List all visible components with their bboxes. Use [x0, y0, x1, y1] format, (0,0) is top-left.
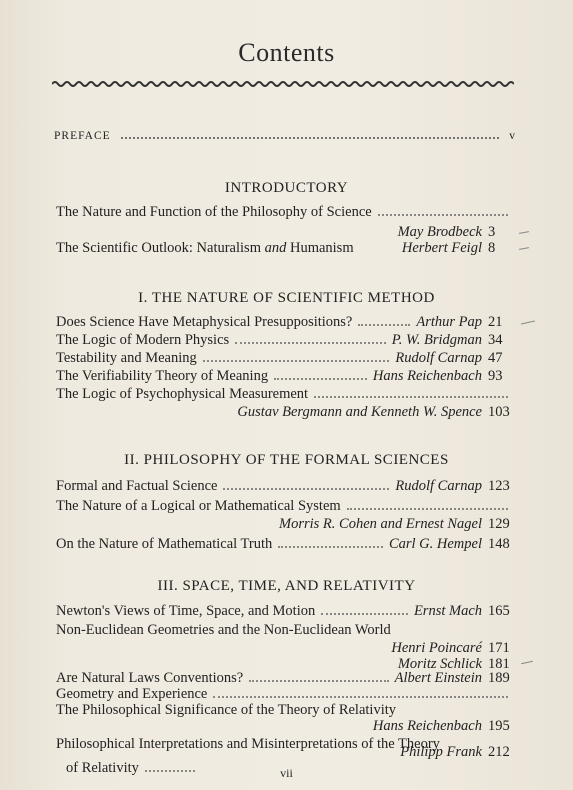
section-heading-3: III. SPACE, TIME, AND RELATIVITY	[157, 578, 416, 594]
entry-title: The Nature and Function of the Philosophy of Science	[56, 204, 372, 220]
entry-author: P. W. Bridgman	[391, 332, 482, 348]
entry-page: 165	[488, 603, 510, 619]
leader-dots	[378, 214, 508, 216]
entry-title: The Logic of Modern Physics	[56, 332, 230, 348]
entry-author: Philipp Frank	[400, 744, 482, 760]
preface-label: PREFACE	[54, 130, 111, 142]
entry-author: Rudolf Carnap	[395, 350, 482, 366]
leader-dots	[121, 137, 500, 139]
leader-dots	[274, 378, 367, 380]
toc-entry-author[interactable]	[56, 404, 514, 421]
pencil-mark-icon	[519, 231, 529, 234]
toc-entry[interactable]	[56, 670, 514, 687]
section-heading-1: I. THE NATURE OF SCIENTIFIC METHOD	[138, 290, 435, 306]
entry-author: Herbert Feigl	[401, 240, 482, 256]
toc-entry-author[interactable]	[56, 640, 514, 657]
toc-entry-title[interactable]	[56, 686, 514, 703]
section-heading-2: II. PHILOSOPHY OF THE FORMAL SCIENCES	[124, 452, 449, 468]
entry-page: 171	[488, 640, 510, 656]
entry-author: Carl G. Hempel	[388, 536, 482, 552]
entry-title: The Scientific Outlook: Naturalism and Humanism	[56, 240, 354, 256]
page-number: vii	[280, 766, 293, 780]
toc-entry-title[interactable]	[56, 702, 514, 719]
leader-dots	[235, 342, 386, 344]
entry-author: Hans Reichenbach	[372, 368, 482, 384]
leader-dots	[358, 324, 410, 326]
toc-entry-author[interactable]	[56, 224, 514, 241]
leader-dots	[203, 360, 390, 362]
entry-title: Non-Euclidean Geometries and the Non-Euclidean World	[56, 622, 391, 638]
entry-author: May Brodbeck	[397, 224, 482, 240]
entry-page: 181	[488, 656, 510, 672]
toc-entry-title[interactable]	[56, 386, 514, 403]
preface-page: v	[509, 130, 516, 142]
entry-title: On the Nature of Mathematical Truth	[56, 536, 273, 552]
leader-dots	[223, 488, 389, 490]
entry-page: 8	[488, 240, 496, 256]
toc-entry[interactable]	[56, 368, 514, 385]
toc-preface[interactable]	[54, 130, 516, 143]
toc-entry[interactable]	[56, 240, 514, 257]
entry-page: 189	[488, 670, 510, 686]
entry-author: Albert Einstein	[394, 670, 482, 686]
leader-dots	[278, 546, 383, 548]
entry-title: Newton's Views of Time, Space, and Motion	[56, 603, 316, 619]
toc-entry-title[interactable]	[56, 622, 514, 639]
entry-page: 195	[488, 718, 510, 734]
toc-entry-title[interactable]	[56, 498, 514, 515]
entry-author: Hans Reichenbach	[372, 718, 482, 734]
entry-title: Testability and Meaning	[56, 350, 197, 366]
entry-page: 21	[488, 314, 503, 330]
toc-entry[interactable]	[56, 350, 514, 367]
decorative-wavy-rule	[52, 78, 514, 90]
entry-author: Arthur Pap	[416, 314, 482, 330]
toc-entry[interactable]	[56, 536, 514, 553]
leader-dots	[213, 696, 508, 698]
pencil-mark-icon	[521, 321, 535, 325]
toc-entry[interactable]	[56, 478, 514, 495]
toc-entry-author[interactable]	[56, 744, 514, 761]
entry-page: 103	[488, 404, 510, 420]
entry-title: Does Science Have Metaphysical Presuppositions?	[56, 314, 353, 330]
pencil-mark-icon	[521, 661, 533, 664]
toc-entry[interactable]	[56, 603, 514, 620]
entry-page: 123	[488, 478, 510, 494]
toc-entry-title[interactable]	[56, 204, 514, 221]
toc-entry[interactable]	[56, 332, 514, 349]
entry-page: 3	[488, 224, 496, 240]
leader-dots	[347, 508, 508, 510]
entry-title: The Logic of Psychophysical Measurement	[56, 386, 309, 402]
entry-page: 129	[488, 516, 510, 532]
leader-dots	[321, 613, 408, 615]
pencil-mark-icon	[519, 247, 529, 250]
entry-title: Are Natural Laws Conventions?	[56, 670, 244, 686]
entry-author: Ernst Mach	[413, 603, 482, 619]
entry-title: The Nature of a Logical or Mathematical System	[56, 498, 341, 514]
entry-title: Geometry and Experience	[56, 686, 208, 702]
entry-page: 47	[488, 350, 503, 366]
entry-author: Morris R. Cohen and Ernest Nagel	[279, 516, 482, 532]
entry-title: Philosophical Interpretations and Misinterpretations of the Theory	[56, 736, 440, 752]
entry-author: Rudolf Carnap	[395, 478, 482, 494]
entry-author: Gustav Bergmann and Kenneth W. Spence	[237, 404, 482, 420]
toc-entry-author[interactable]	[56, 516, 514, 533]
entry-page: 93	[488, 368, 503, 384]
entry-title: The Philosophical Significance of the Theory of Relativity	[56, 702, 396, 718]
entry-page: 34	[488, 332, 503, 348]
toc-entry[interactable]	[56, 314, 514, 331]
entry-page: 212	[488, 744, 510, 760]
leader-dots	[249, 680, 388, 682]
entry-author: Henri Poincaré	[391, 640, 482, 656]
section-heading-introductory: INTRODUCTORY	[224, 180, 349, 196]
entry-title-continued: of Relativity	[66, 760, 139, 776]
entry-page: 148	[488, 536, 510, 552]
toc-entry-author[interactable]	[56, 718, 514, 735]
entry-title: Formal and Factual Science	[56, 478, 218, 494]
page-title: Contents	[238, 38, 335, 67]
leader-dots	[314, 396, 508, 398]
entry-author: Moritz Schlick	[397, 656, 482, 672]
entry-title: The Verifiability Theory of Meaning	[56, 368, 269, 384]
